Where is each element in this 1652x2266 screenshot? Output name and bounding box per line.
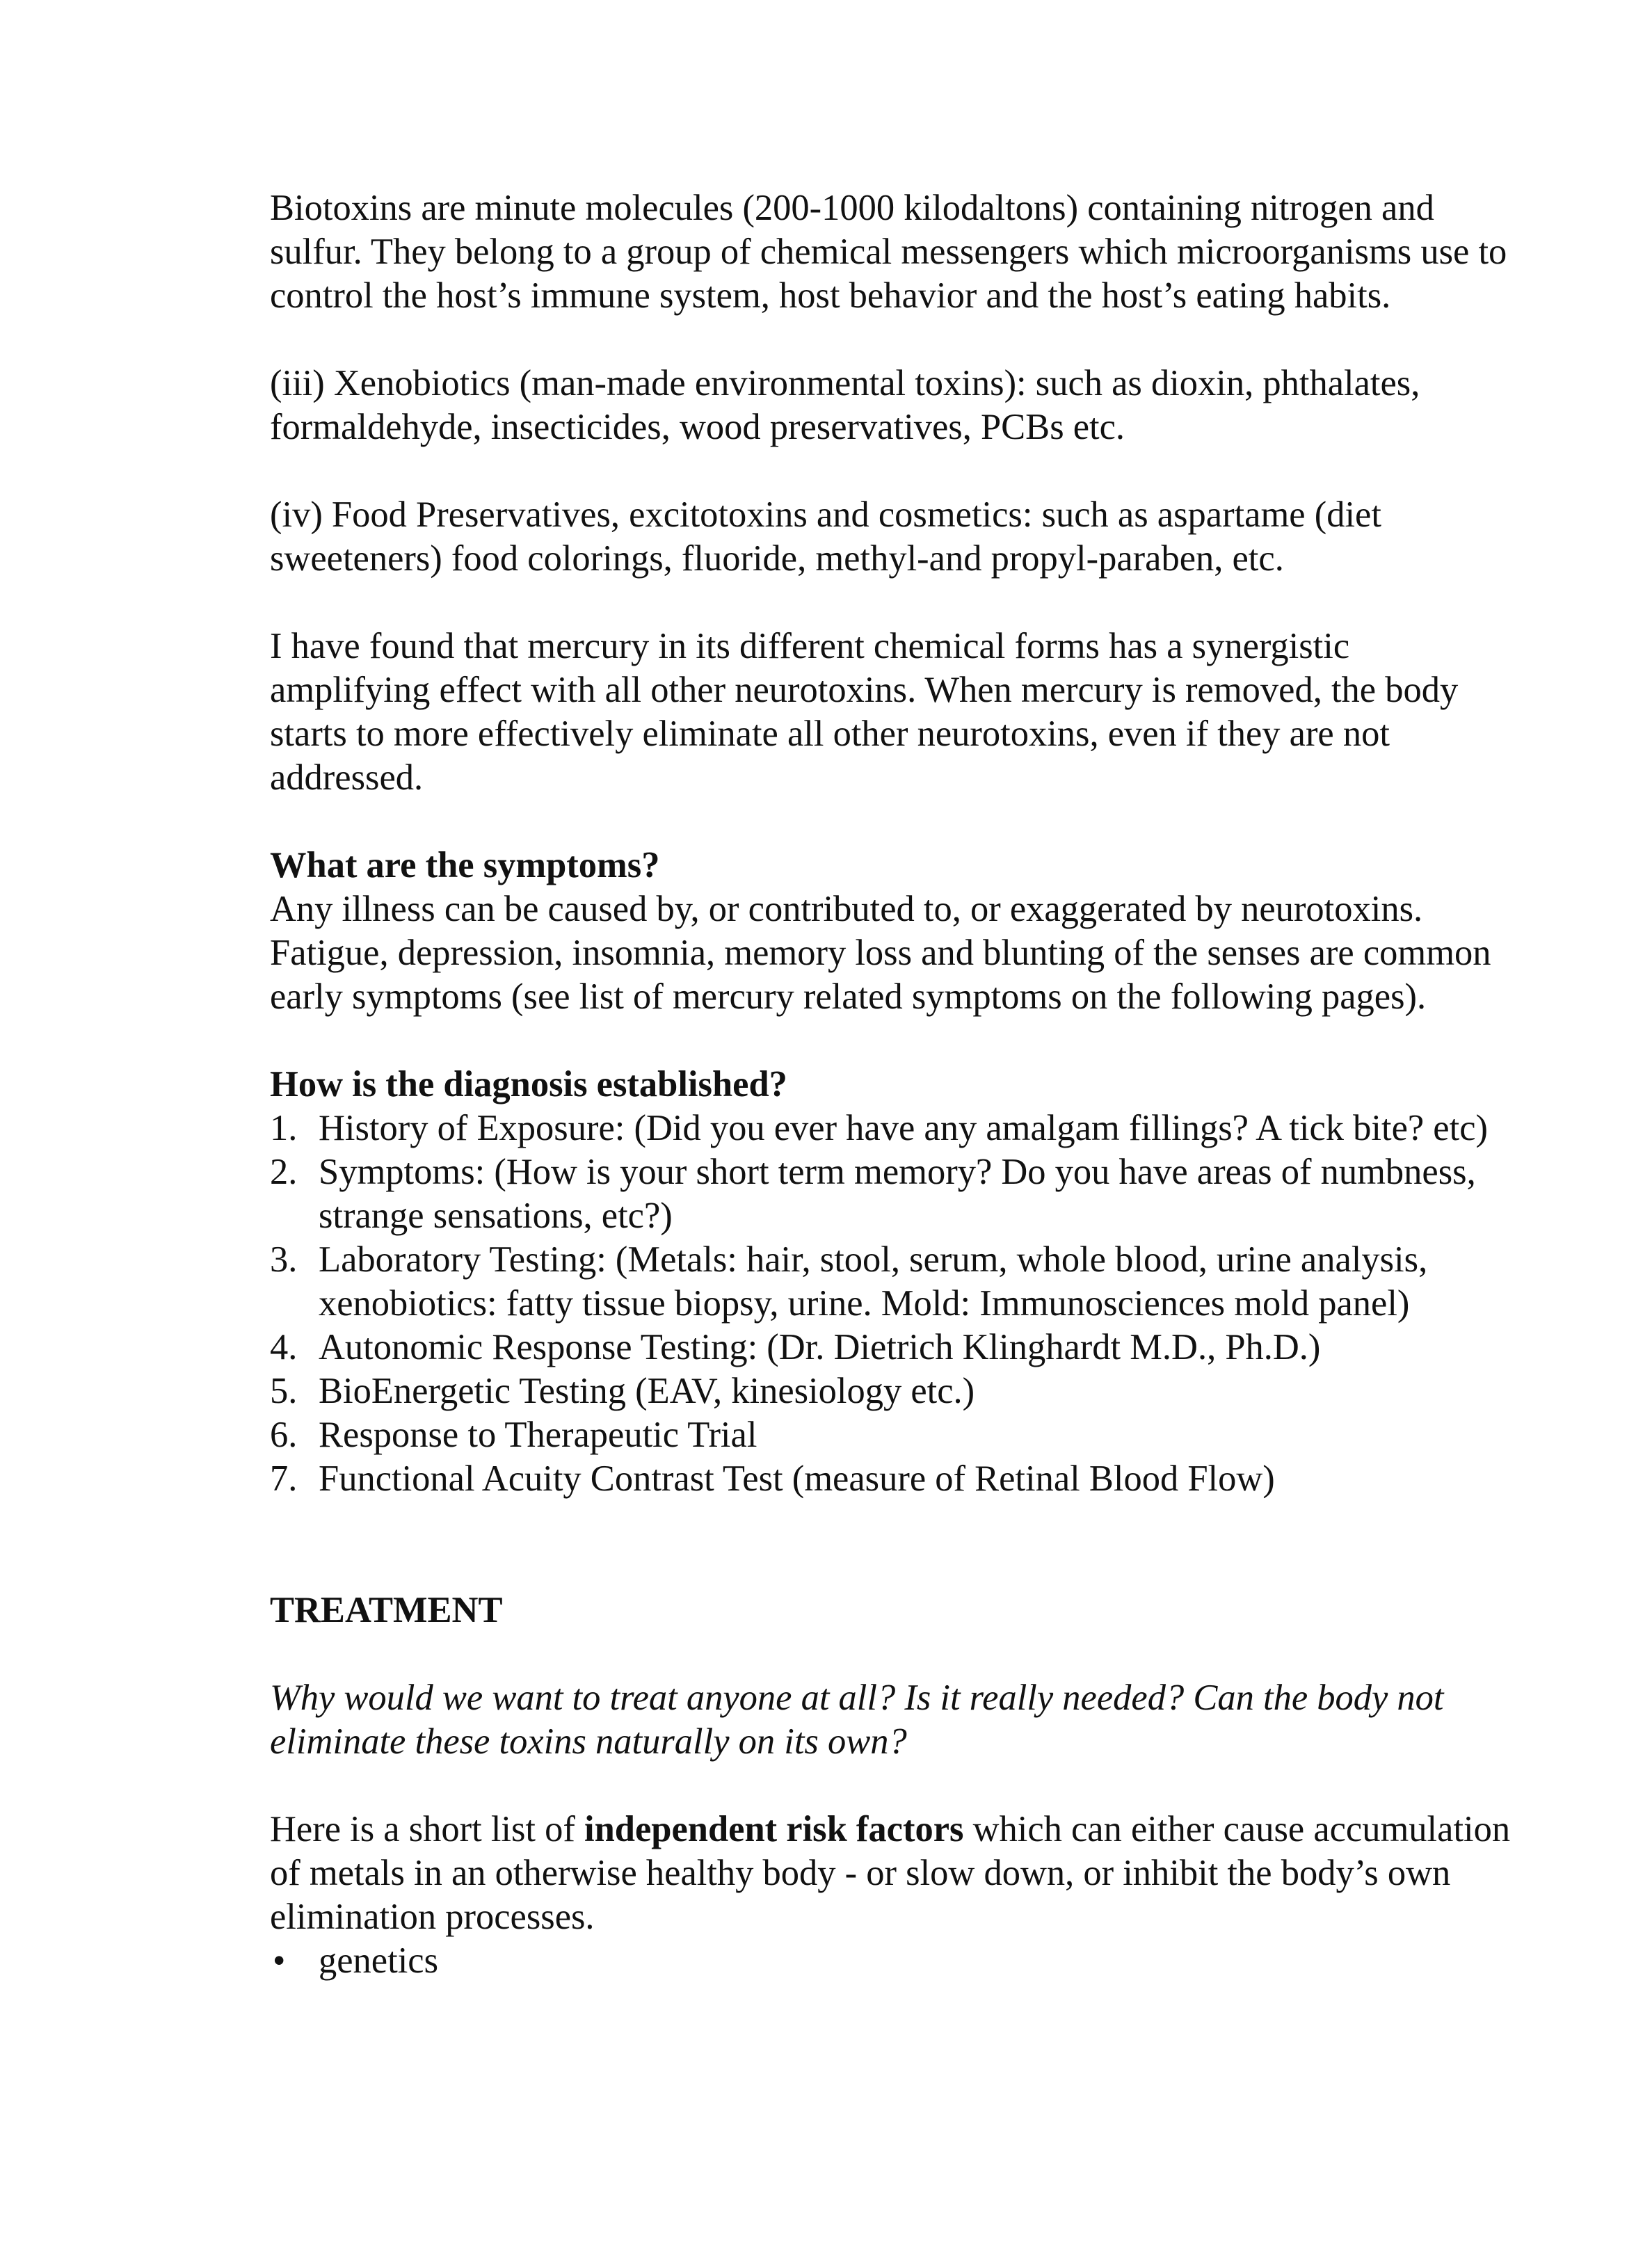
- list-item-text: Response to Therapeutic Trial: [319, 1415, 757, 1455]
- diagnosis-heading: How is the diagnosis established?: [270, 1064, 787, 1104]
- spacer: [270, 1632, 1515, 1676]
- symptoms-text: Any illness can be caused by, or contributed to, or exaggerated by neurotoxins. Fatigue, depression, insomnia, memory loss and blunting of the senses are common early symptoms (see list of mercury related symptoms on the following pages).: [270, 889, 1491, 1017]
- list-number: 1.: [270, 1108, 298, 1148]
- treatment-intro-end: which can either cause accumulation of metals in an otherwise healthy body - or slow down, or inhibit the body’s own elimination processes.: [270, 1809, 1511, 1937]
- spacer: [270, 800, 1515, 844]
- independent-risk-factors-term: independent risk factors: [584, 1809, 964, 1849]
- list-item: [270, 1107, 1515, 1150]
- spacer: [270, 318, 1515, 362]
- paragraph-mercury: I have found that mercury in its different chemical forms has a synergistic amplifying effect with all other neurotoxins. When mercury is removed, the body starts to more effectively eliminate all other neurotoxins, even if they are not addressed.: [270, 626, 1459, 798]
- paragraph-biotoxins: Biotoxins are minute molecules (200-1000 kilodaltons) containing nitrogen and sulfur. They belong to a group of chemical messengers which microorganisms use to control the host’s immune system, host behavior and the host’s eating habits.: [270, 188, 1507, 316]
- spacer: [270, 1764, 1515, 1808]
- list-item-text: Autonomic Response Testing: (Dr. Dietrich Klinghardt M.D., Ph.D.): [319, 1327, 1321, 1367]
- document-page: [270, 186, 1515, 1983]
- list-item-text: History of Exposure: (Did you ever have any amalgam fillings? A tick bite? etc): [319, 1108, 1488, 1148]
- list-number: 4.: [270, 1327, 298, 1367]
- list-item: [270, 1413, 1515, 1457]
- list-item: [270, 1457, 1515, 1501]
- spacer: [270, 1501, 1515, 1589]
- spacer: [270, 581, 1515, 625]
- list-item-text: Functional Acuity Contrast Test (measure of Retinal Blood Flow): [319, 1459, 1275, 1499]
- risk-factor-list: [270, 1939, 1515, 1983]
- list-number: 3.: [270, 1239, 298, 1280]
- treatment-question: Why would we want to treat anyone at all? Is it really needed? Can the body not eliminate these toxins naturally on its own?: [270, 1678, 1444, 1762]
- list-number: 6.: [270, 1415, 298, 1455]
- symptoms-heading: What are the symptoms?: [270, 845, 660, 885]
- list-number: 5.: [270, 1371, 298, 1411]
- list-number: 7.: [270, 1459, 298, 1499]
- paragraph-food-preservatives: (iv) Food Preservatives, excitotoxins and cosmetics: such as aspartame (diet sweeteners) food colorings, fluoride, methyl-and propyl-paraben, etc.: [270, 495, 1381, 579]
- treatment-heading: TREATMENT: [270, 1590, 503, 1630]
- bullet-icon: •: [273, 1940, 286, 1981]
- list-item-text: Laboratory Testing: (Metals: hair, stool, serum, whole blood, urine analysis, xenobiotics: fatty tissue biopsy, urine. Mold: Immunosciences mold panel): [319, 1239, 1428, 1324]
- list-item-text: genetics: [319, 1940, 439, 1981]
- diagnosis-list: [270, 1107, 1515, 1501]
- list-item: [270, 1326, 1515, 1369]
- list-item-text: Symptoms: (How is your short term memory? Do you have areas of numbness, strange sensations, etc?): [319, 1152, 1476, 1236]
- treatment-intro: [270, 1808, 1515, 1939]
- list-number: 2.: [270, 1152, 298, 1192]
- list-item: [270, 1238, 1515, 1326]
- spacer: [270, 449, 1515, 493]
- list-item-text: BioEnergetic Testing (EAV, kinesiology etc.): [319, 1371, 975, 1411]
- list-item: [270, 1939, 1515, 1983]
- paragraph-xenobiotics: (iii) Xenobiotics (man-made environmental toxins): such as dioxin, phthalates, formaldehyde, insecticides, wood preservatives, PCBs etc.: [270, 363, 1420, 447]
- treatment-intro-start: Here is a short list of: [270, 1809, 584, 1849]
- list-item: [270, 1150, 1515, 1238]
- list-item: [270, 1369, 1515, 1413]
- spacer: [270, 1019, 1515, 1063]
